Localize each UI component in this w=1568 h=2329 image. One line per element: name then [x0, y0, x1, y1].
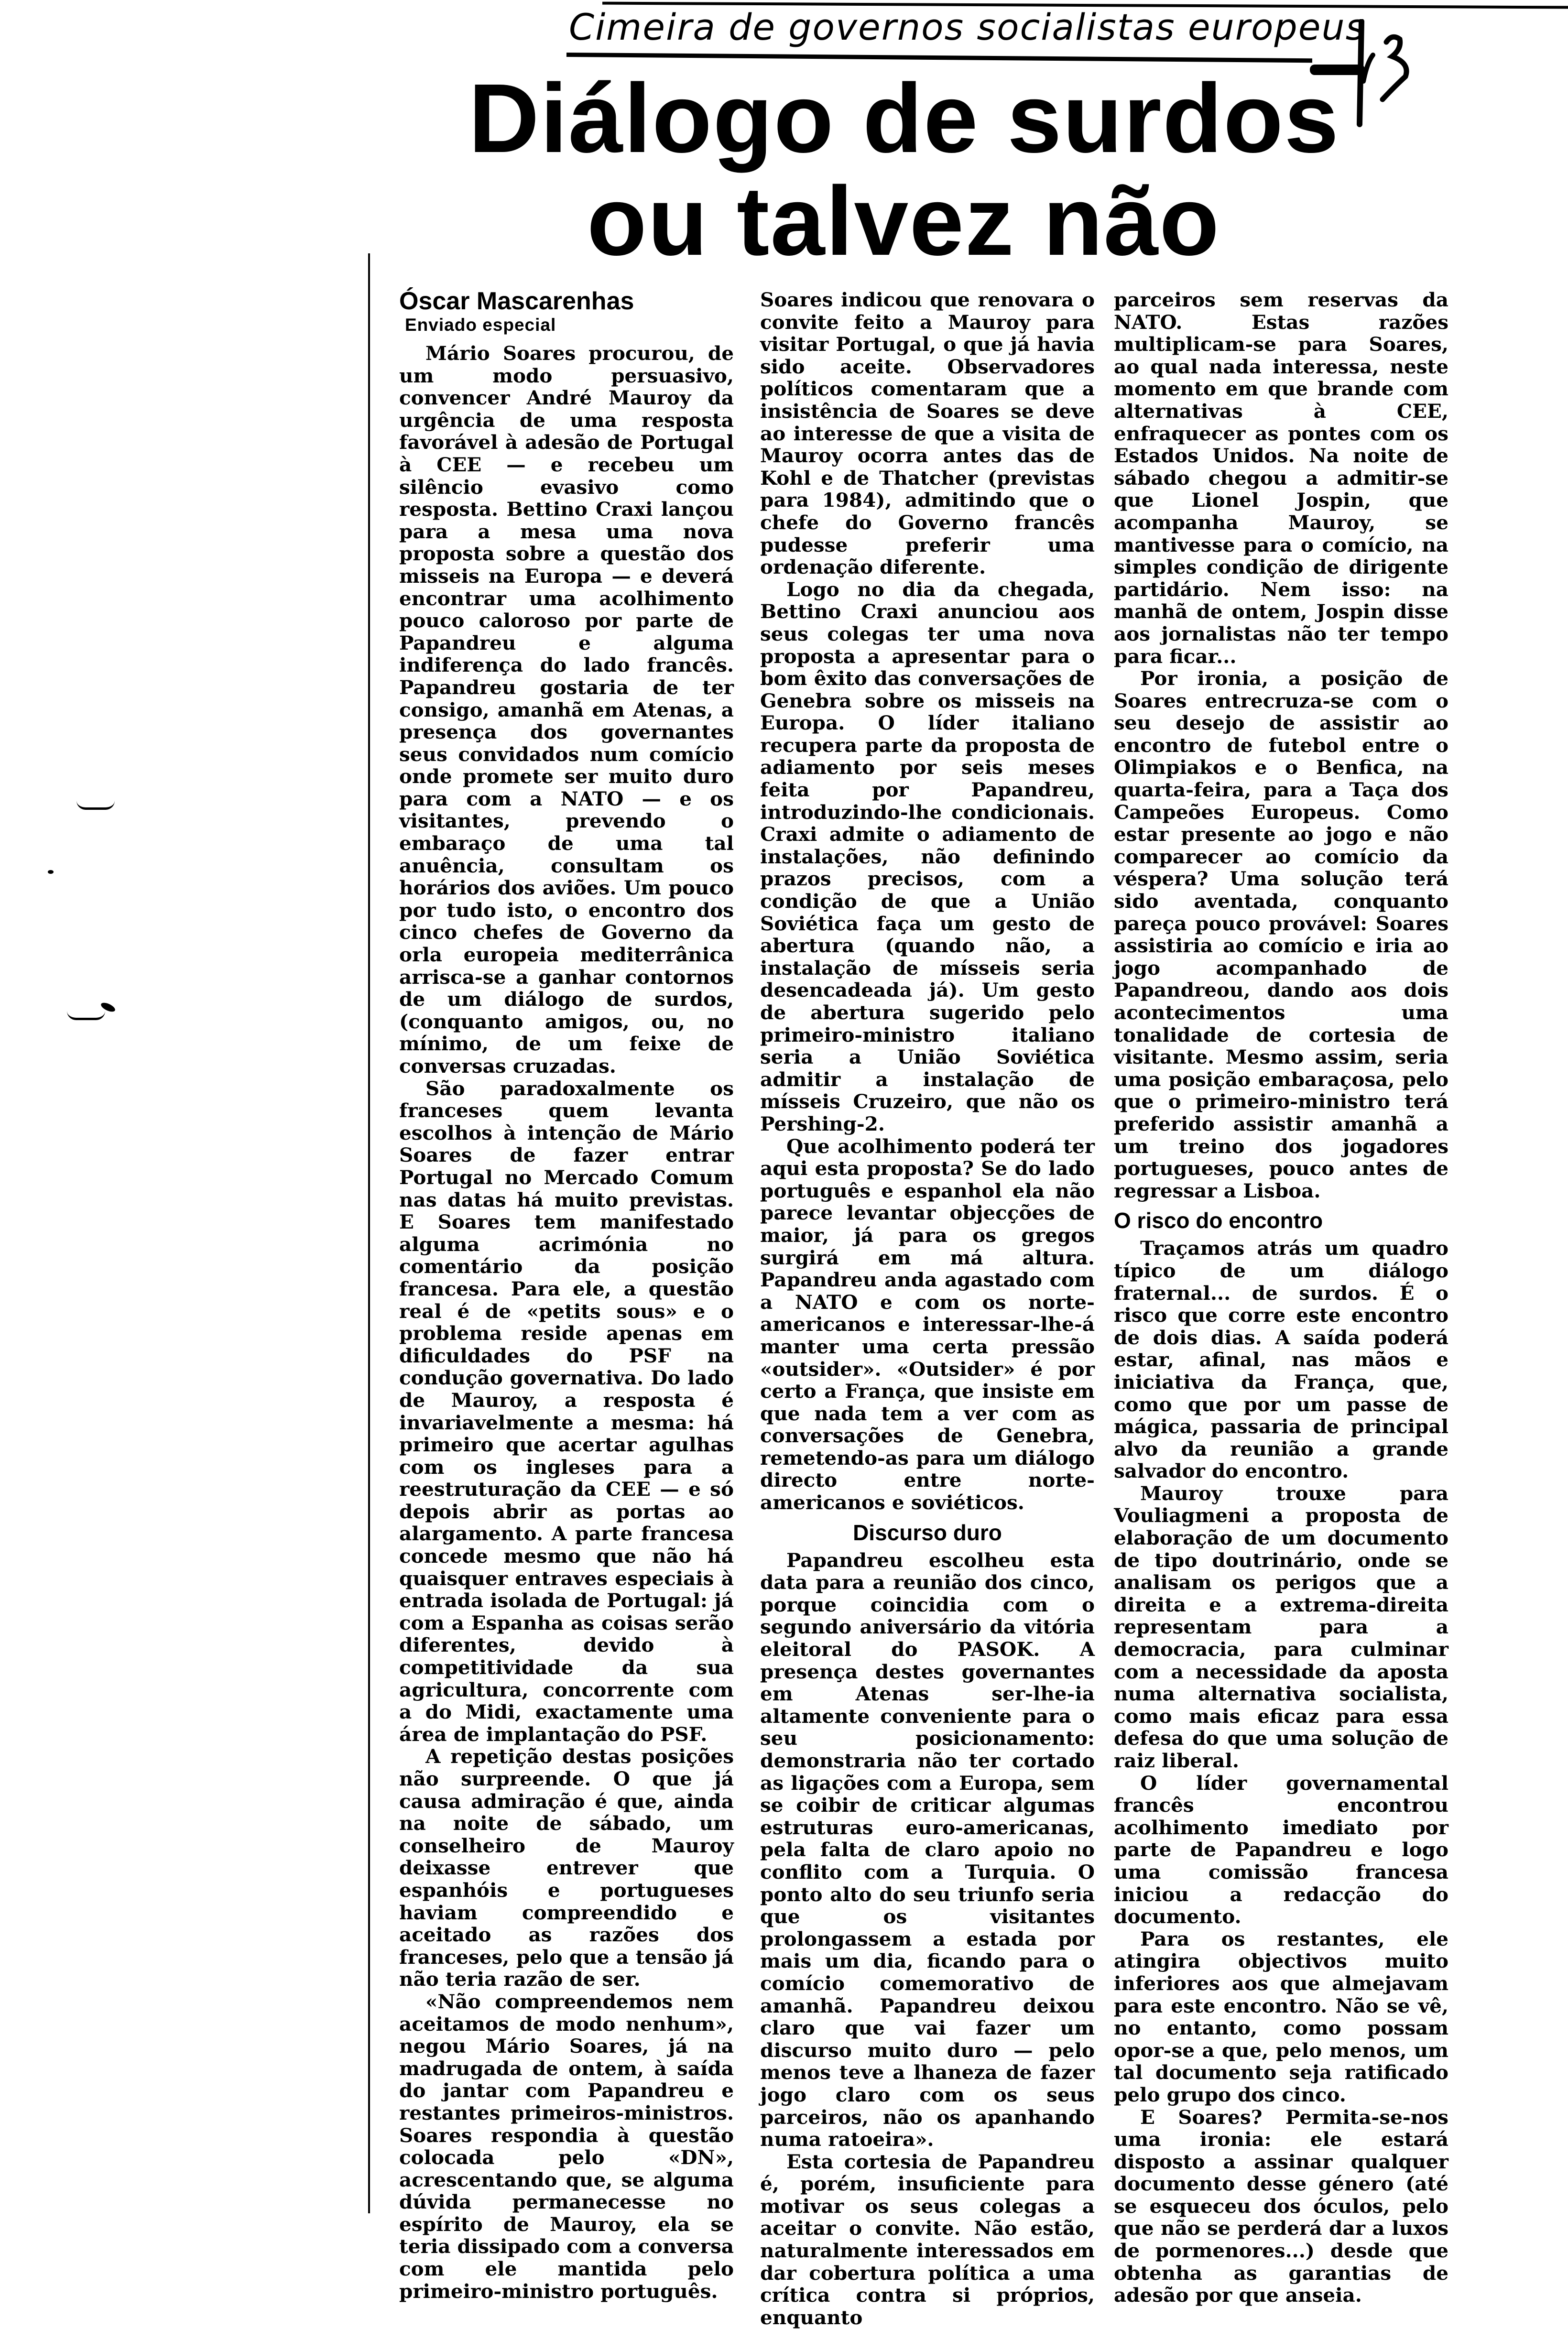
handwritten-page-number-icon: [1339, 19, 1434, 129]
paragraph: Esta cortesia de Papandreu é, porém, insuficiente para motivar os seus colegas a aceitar o convite. Não estão, naturalmente interessados em dar cobertura política a uma crítica contra si próprios, enquanto: [760, 2150, 1095, 2329]
paragraph: «Não compreendemos nem aceitamos de modo nenhum», negou Mário Soares, já na madrugada de ontem, à saída do jantar com Papandreu e restantes primeiros-ministros. Soares respondia à questão colocada pelo «DN», acrescentando que, se alguma dúvida permanecesse no espírito de Mauroy, ela se teria dissipado com a conversa com ele mantida pelo primeiro-ministro português.: [399, 1990, 734, 2303]
paragraph: Que acolhimento poderá ter aqui esta proposta? Se do lado português e espanhol ela não parece levantar objecções de maior, já para os gregos surgirá em má altura. Papandreu anda agastado com a NATO e com os norte-americanos e interessar-lhe-á manter uma certa pressão «outsider». «Outsider» é por certo a França, que insiste em que nada tem a ver com as conversações de Genebra, remetendo-as para um diálogo directo entre norte-americanos e soviéticos.: [760, 1134, 1095, 1514]
paragraph: Soares indicou que renovara o convite feito a Mauroy para visitar Portugal, o que já havia sido aceite. Observadores políticos comentaram que a insistência de Soares se deve ao interesse de que a visita de Mauroy ocorra antes das de Kohl e de Thatcher (previstas para 1984), admitindo que o chefe do Governo francês pudesse preferir uma ordenação diferente.: [760, 288, 1095, 579]
paragraph: Para os restantes, ele atingira objectivos muito inferiores aos que almejavam para este encontro. Não se vê, no entanto, como possam opor-se a que, pelo menos, um tal documento seja ratificado pelo grupo dos cinco.: [1114, 1927, 1448, 2106]
subhead-discurso-duro: Discurso duro: [853, 1520, 1002, 1545]
byline-author: Óscar Mascarenhas: [399, 287, 634, 315]
headline-line-1: Diálogo de surdos: [468, 64, 1340, 173]
paragraph: Papandreu escolheu esta data para a reunião dos cinco, porque coincidia com o segundo aniversário da vitória eleitoral do PASOK. A presença destes governantes em Atenas ser-lhe-ia altamente conveniente para o seu posicionamento: demonstraria não ter cortado as ligações com a Europa, sem se coibir de criticar algumas estruturas euro-americanas, pela falta de claro apoio no conflito com a Turquia. O ponto alto do seu triunfo seria que os visitantes prolongassem a estada por mais um dia, ficando para o comício comemorativo de amanhã. Papandreu deixou claro que vai fazer um discurso muito duro — pelo menos teve a lhaneza de fazer jogo claro com os seus parceiros, não os apanhando numa ratoeira».: [760, 1548, 1095, 2151]
paragraph: Mário Soares procurou, de um modo persuasivo, convencer André Mauroy da urgência de uma resposta favorável à adesão de Portugal à CEE — e recebeu um silêncio evasivo como resposta. Bettino Craxi lançou para a mesa uma nova proposta sobre a questão dos misseis na Europa — e deverá encontrar uma acolhimento pouco caloroso por parte de Papandreu e alguma indiferença do lado francês. Papandreu gostaria de ter consigo, amanhã em Atenas, a presença dos governantes seus convidados num comício onde promete ser muito duro para com a NATO — e os visitantes, prevendo o embaraço de uma tal anuência, consultam os horários dos aviões. Um pouco por tudo isto, o encontro dos cinco chefes de Governo da orla europeia mediterrânica arrisca-se a ganhar contornos de um diálogo de surdos, (conquanto amigos, ou, no mínimo, de um feixe de conversas cruzadas.: [399, 342, 734, 1077]
margin-mark: [76, 801, 115, 810]
paragraph: Por ironia, a posição de Soares entrecruza-se com o seu desejo de assistir ao encontro de futebol entre o Olimpiakos e o Benfica, na quarta-feira, para a Taça dos Campeões Europeus. Como estar presente ao jogo e não comparecer ao comício da véspera? Uma solução terá sido aventada, conquanto pareça pouco provável: Soares assistiria ao comício e iria ao jogo acompanhado de Papandreou, dando aos dois acontecimentos uma tonalidade de cortesia de visitante. Mesmo assim, seria uma posição embaraçosa, pelo que o primeiro-ministro terá preferido assistir amanhã a um treino dos jogadores portugueses, pouco antes de regressar a Lisboa.: [1114, 667, 1448, 1202]
headline: [468, 64, 1340, 276]
headline-line-2: ou talvez não: [587, 166, 1220, 276]
article-column-1: [399, 287, 734, 2303]
paragraph: Mauroy trouxe para Vouliagmeni a proposta de elaboração de um documento de tipo doutrinário, onde se analisam os perigos que a direita e a extrema-direita representam para a democracia, para culminar com a necessidade da aposta numa alternativa socialista, como mais eficaz para essa defesa do que uma solução de raiz liberal.: [1114, 1481, 1448, 1772]
article-column-2: [760, 289, 1095, 2329]
section-kicker: Cimeira de governos socialistas europeus: [569, 6, 1366, 48]
article-column-3: [1114, 289, 1448, 2307]
margin-dot: [48, 870, 54, 874]
paragraph: A repetição destas posições não surpreende. O que já causa admiração é que, ainda na noite de sábado, um conselheiro de Mauroy deixasse entrever que espanhóis e portugueses haviam compreendido e aceitado as razões dos franceses, pelo que a tensão já não teria razão de ser.: [399, 1745, 734, 1991]
paragraph: Logo no dia da chegada, Bettino Craxi anunciou aos seus colegas ter uma nova proposta a apresentar para o bom êxito das conversações de Genebra sobre os misseis na Europa. O líder italiano recupera parte da proposta de adiamento por seis meses feita por Papandreu, introduzindo-lhe condicionais. Craxi admite o adiamento de instalações, não definindo prazos precisos, com a condição de que a União Soviética faça um gesto de abertura (quando não, a instalação de mísseis seria desencadeada já). Um gesto de abertura sugerido pelo primeiro-ministro italiano seria a União Soviética admitir a instalação de mísseis Cruzeiro, que não os Pershing-2.: [760, 577, 1095, 1135]
paragraph: O líder governamental francês encontrou acolhimento imediato por parte de Papandreu e logo uma comissão francesa iniciou a redacção do documento.: [1114, 1771, 1448, 1928]
paragraph: parceiros sem reservas da NATO. Estas razões multiplicam-se para Soares, ao qual nada interessa, neste momento em que brande com alternativas à CEE, enfraquecer as pontes com os Estados Unidos. Na noite de sábado chegou a admitir-se que Lionel Jospin, que acompanha Mauroy, se mantivesse para o comício, na simples condição de dirigente partidário. Nem isso: na manhã de ontem, Jospin disse aos jornalistas não ter tempo para ficar...: [1114, 288, 1448, 668]
margin-mark: [67, 1011, 105, 1020]
kicker-bottom-rule: [566, 53, 1312, 63]
subhead-o-risco-do-encontro: O risco do encontro: [1114, 1208, 1323, 1233]
byline-role: Enviado especial: [405, 315, 556, 335]
paragraph: São paradoxalmente os franceses quem levanta escolhos à intenção de Mário Soares de fazer entrar Portugal no Mercado Comum nas datas há muito previstas. E Soares tem manifestado alguma acrimónia no comentário da posição francesa. Para ele, a questão real é de «petits sous» e o problema reside apenas em dificuldades do PSF na condução governativa. Do lado de Mauroy, a resposta é invariavelmente a mesma: há primeiro que acertar agulhas com os ingleses para a reestruturação da CEE — e só depois abrir as portas ao alargamento. A parte francesa concede mesmo que não há quaisquer entraves especiais à entrada isolada de Portugal: já com a Espanha as coisas serão diferentes, devido à competitividade da sua agricultura, concorrente com a do Midi, exactamente uma área de implantação do PSF.: [399, 1077, 734, 1746]
paragraph: E Soares? Permita-se-nos uma ironia: ele estará disposto a assinar qualquer documento desse género (até se esqueceu dos óculos, pelo que não se perderá dar a luxos de pormenores...) desde que obtenha as garantias de adesão por que anseia.: [1114, 2105, 1448, 2307]
paragraph: Traçamos atrás um quadro típico de um diálogo fraternal... de surdos. É o risco que corre este encontro de dois dias. A saída poderá estar, afinal, nas mãos e iniciativa da França, que, como que por um passe de mágica, passaria de principal alvo da reunião a grande salvador do encontro.: [1114, 1237, 1448, 1483]
column-rule: [368, 253, 370, 2213]
